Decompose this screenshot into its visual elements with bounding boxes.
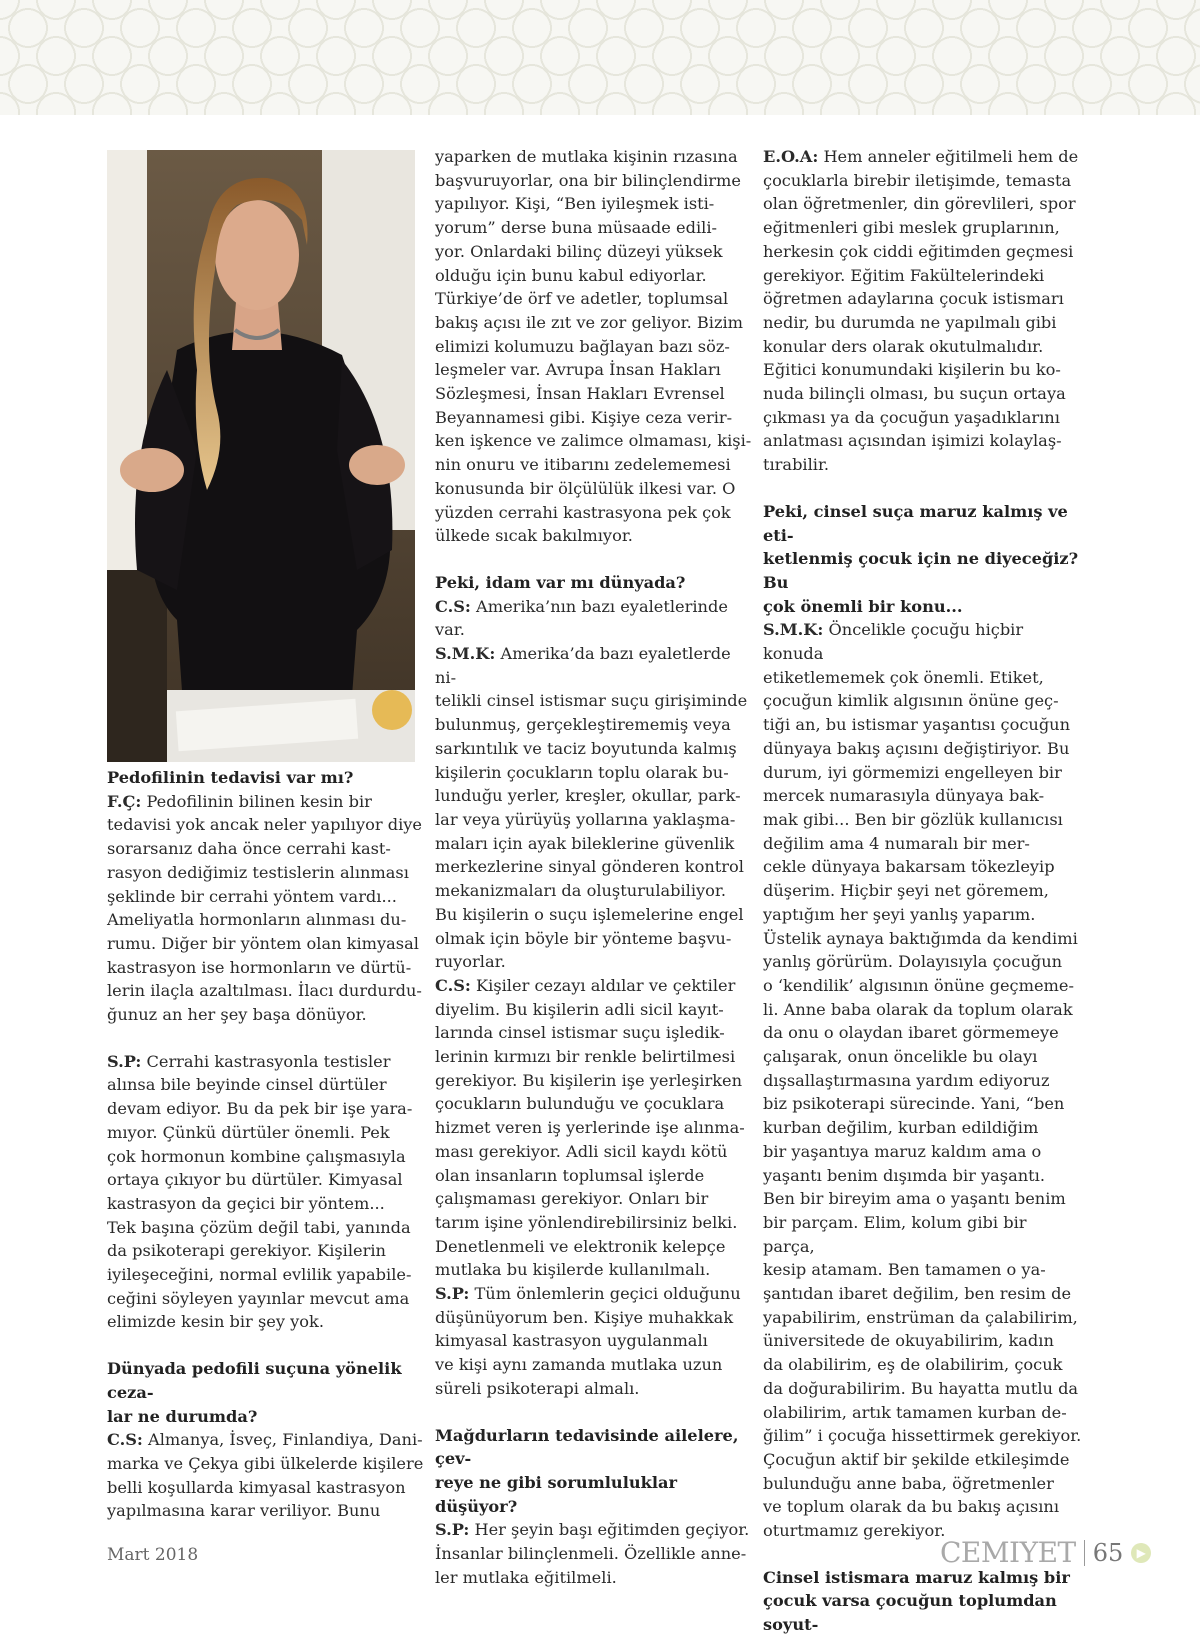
- answer-text: Amerika’nın bazı eyaletlerinde var.: [435, 596, 728, 640]
- speaker-initials: S.M.K:: [435, 644, 496, 664]
- answer-text: Hem anneler eğitilmeli hem de çocuklarla birebir iletişimde, temasta olan öğretmenler, din görevlileri, spor eğitmenleri gibi meslek gruplarının, herkesin çok ciddi eğitimden geçmesi gerekiyor. Eğitim Fakültelerindeki öğretmen adaylarına çocuk istismarı nedir, bu durumda ne yapılmalı gibi konular ders olarak okutulmalıdır. Eğitici konumundaki kişilerin bu ko- nuda bilinçli olması, bu suçun ortaya çıkması ya da çocuğun yaşadıklarını anlatması açısından işimizi kolaylaş- tırabilir.: [763, 147, 1079, 475]
- speaker-photo: [107, 150, 415, 762]
- speaker-initials: S.P:: [435, 1520, 470, 1540]
- article-column-3: [763, 145, 1083, 1637]
- answer-text: Tüm önlemlerin geçici olduğunu düşünüyorum ben. Kişiye muhakkak kimyasal kastrasyon uygulanmalı ve kişi aynı zamanda mutlaka uzun süreli psikoterapi almalı.: [435, 1284, 741, 1398]
- answer-text: Cerrahi kastrasyonla testisler alınsa bile beyinde cinsel dürtüler devam ediyor. Bu da pek bir işe yara- mıyor. Çünkü dürtüler önemli. Pek çok hormonun kombine çalışmasıyla ortaya çıkıyor bu dürtüler. Kimyasal kastrasyon da geçici bir yöntem... Tek başına çözüm değil tabi, yanında da psikoterapi gerekiyor. Kişilerin iyileşeceğini, normal evlilik yapabile- ceğini söyleyen yayınlar mevcut ama elimizde kesin bir şey yok.: [107, 1051, 413, 1332]
- arrow-right-icon[interactable]: ▶: [1131, 1543, 1151, 1563]
- speaker-initials: C.S:: [435, 975, 471, 995]
- speaker-initials: C.S:: [107, 1430, 143, 1450]
- answer-text: Pedofilinin bilinen kesin bir tedavisi yok ancak neler yapılıyor diye sorarsanız daha önce cerrahi kast- rasyon dediğimiz testislerin alınması şeklinde bir cerrahi yöntem vardı... Ameliyatla hormonların alınması du- rumu. Diğer bir yöntem olan kimyasal kastrasyon ise hormonların ve dürtü- lerin ilaçla azaltılması. İlacı durdurdu- ğunuz an her şey başa dönüyor.: [107, 791, 423, 1025]
- answer-text: Her şeyin başı eğitimden geçiyor. İnsanlar bilinçlenmeli. Özellikle anne- ler mutlaka eğitilmeli.: [435, 1520, 750, 1587]
- issue-date: Mart 2018: [107, 1545, 199, 1565]
- article-column-1: [107, 766, 427, 1523]
- page-number: 65: [1092, 1538, 1124, 1567]
- question-heading: Cinsel istismara maruz kalmış bir çocuk varsa çocuğun toplumdan soyut-: [763, 1567, 1070, 1635]
- answer-text: Almanya, İsveç, Finlandiya, Dani- marka ve Çekya gibi ülkelerde kişilere belli koşullarda kimyasal kastrasyon yapılmasına karar veriliyor. Bunu: [107, 1430, 424, 1521]
- question-heading: Peki, idam var mı dünyada?: [435, 572, 686, 592]
- speaker-initials: C.S:: [435, 596, 471, 616]
- footer-divider: [1084, 1540, 1085, 1566]
- answer-text: Öncelikle çocuğu hiçbir konuda etiketlememek çok önemli. Etiket, çocuğun kimlik algısının önüne geç- tiği an, bu istismar yaşantısı çocuğun dünyaya bakış açısını değiştiriyor. Bu durum, iyi görmemizi engelleyen bir mercek numarasıyla dünyaya bak- mak gibi... Ben bir gözlük kullanıcısı değilim ama 4 numaralı bir mer- cekle dünyaya bakarsam tökezleyip düşerim. Hiçbir şeyi net göremem, yaptığım her şeyi yanlış yaparım. Üstelik aynaya baktığımda da kendimi yanlış görürüm. Dolayısıyla çocuğun o ‘kendilik’ algısının önüne geçmeme- li. Anne baba olarak da toplum olarak da onu o olaydan ibaret görmemeye çalışarak, onun öncelikle bu olayı dışsallaştırmasına yardım ediyoruz biz psikoterapi sürecinde. Yani, “ben kurban değilim, kurban edildiğim bir yaşantıya maruz kaldım ama o yaşantı benim dışımda bir yaşantı. Ben bir bireyim ama o yaşantı benim bir parçam. Elim, kolum gibi bir parça, kesip atamam. Ben tamamen o ya- şantıdan ibaret değilim, ben resim de yapabilirim, enstrüman da çalabilirim, üniversitede de okuyabilirim, kadın da olabilirim, eş de olabilirim, çocuk da doğurabilirim. Bu hayatta mutlu da olabilirim, artık tamamen kurban de- ğilim” i çocuğa hissettirmek gerekiyor. Çocuğun aktif bir şekilde etkileşimde bulunduğu anne baba, öğretmenler ve toplum olarak da bu bakış açısını oturtmamız gerekiyor.: [763, 620, 1082, 1541]
- answer-text: Amerika’da bazı eyaletlerde ni- telikli cinsel istismar suçu girişiminde bulunmuş, gerçekleştirememiş veya sarkıntılık ve taciz boyutunda kalmış kişilerin çocukların toplu olarak bu- lunduğu yerler, kreşler, okullar, park- lar veya yürüyüş yollarına yaklaşma- maları için ayak bileklerine güvenlik merkezlerine sinyal gönderen kontrol mekanizmaları da oluşturulabiliyor. Bu kişilerin o suçu işlemelerine engel olmak için böyle bir yönteme başvu- ruyorlar.: [435, 644, 748, 972]
- speaker-initials: F.Ç:: [107, 791, 142, 811]
- speaker-initials: S.M.K:: [763, 620, 824, 640]
- question-heading: Peki, cinsel suça maruz kalmış ve eti- ketlenmiş çocuk için ne diyeceğiz? Bu çok önemli bir konu...: [763, 501, 1079, 616]
- question-heading: Dünyada pedofili suçuna yönelik ceza- lar ne durumda?: [107, 1359, 402, 1426]
- magazine-logo: CEMIYET: [940, 1536, 1076, 1569]
- question-heading: Mağdurların tedavisinde ailelere, çev- reye ne gibi sorumluluklar düşüyor?: [435, 1425, 739, 1516]
- answer-text: yaparken de mutlaka kişinin rızasına başvuruyorlar, ona bir bilinçlendirme yapılıyor. Kişi, “Ben iyileşmek isti- yorum” derse buna müsaade edili- yor. Onlardaki bilinç düzeyi yüksek olduğu için bunu kabul ediyorlar. Türkiye’de örf ve adetler, toplumsal bakış açısı ile zıt ve zor geliyor. Bizim elimizi kolumuzu bağlayan bazı söz- leşmeler var. Avrupa İnsan Hakları Sözleşmesi, İnsan Hakları Evrensel Beyannamesi gibi. Kişiye ceza verir- ken işkence ve zalimce olmaması, kişi- nin onuru ve itibarını zedelememesi konusunda bir ölçülülük ilkesi var. O yüzden cerrahi kastrasyona pek çok ülkede sıcak bakılmıyor.: [435, 147, 752, 546]
- question-heading: Pedofilinin tedavisi var mı?: [107, 768, 354, 787]
- speaker-initials: E.O.A:: [763, 147, 819, 166]
- speaker-initials: S.P:: [435, 1284, 470, 1304]
- speaker-initials: S.P:: [107, 1051, 142, 1071]
- page-footer: [940, 1536, 1151, 1569]
- answer-text: Kişiler cezayı aldılar ve çektiler diyelim. Bu kişilerin adli sicil kayıt- larında cinsel istismar suçu işledik- lerinin kırmızı bir renkle belirtilmesi gerekiyor. Bu kişilerin işe yerleşirken çocukların bulunduğu ve çocuklara hizmet veren iş yerlerinde işe alınma- ması gerekiyor. Adli sicil kaydı kötü olan insanların toplumsal işlerde çalışmaması gerekiyor. Onları bir tarım işine yönlendirebilirsiniz belki. Denetlenmeli ve elektronik kelepçe mutlaka bu kişilerde kullanılmalı.: [435, 975, 745, 1280]
- article-column-2: [435, 145, 755, 1589]
- decorative-header-pattern: [0, 0, 1200, 115]
